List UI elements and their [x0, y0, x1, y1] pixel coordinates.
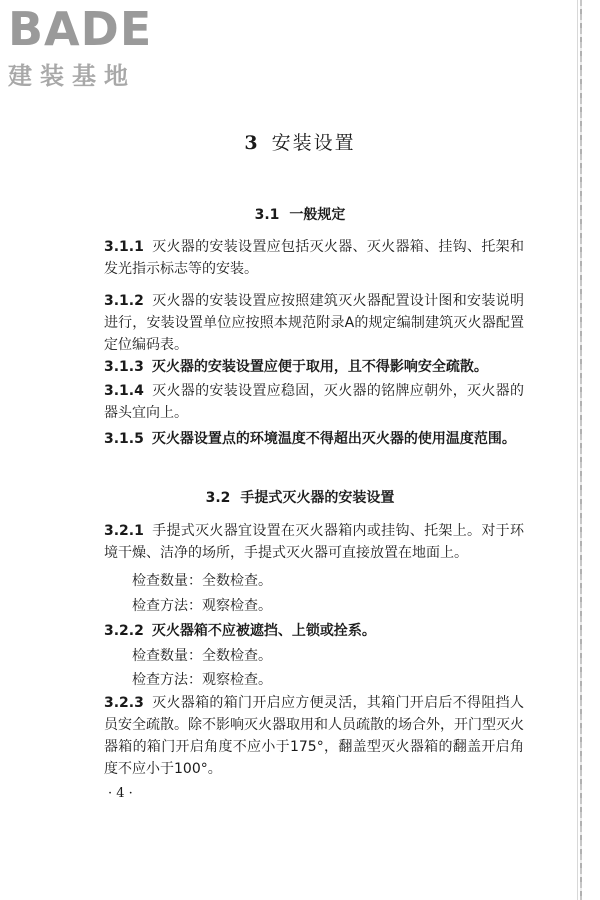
watermark-logo-text: BADE	[8, 2, 153, 56]
clause	[104, 380, 524, 424]
check-quantity: 检查数量：全数检查。	[132, 648, 272, 664]
clause-text: 灭火器的安装设置应稳固，灭火器的铭牌应朝外，灭火器的器头宜向上。	[104, 383, 524, 421]
clause-number: 3.2.1	[104, 523, 144, 539]
clause-text: 灭火器箱不应被遮挡、上锁或拴系。	[151, 623, 376, 639]
watermark-logo	[8, 4, 178, 96]
section-number: 3.2	[205, 490, 231, 506]
check-method: 检查方法：观察检查。	[132, 598, 272, 614]
clause-text: 灭火器箱的箱门开启应方便灵活，其箱门开启后不得阻挡人员安全疏散。除不影响灭火器取用和人员疏散的场合外，开门型灭火器箱的箱门开启角度不应小于175°，翻盖型灭火器箱的翻盖开启角度不应小于100°。	[104, 695, 524, 777]
section-title-text: 一般规定	[289, 207, 346, 223]
clause-text: 灭火器设置点的环境温度不得超出灭火器的使用温度范围。	[151, 431, 516, 447]
clause-number: 3.2.3	[104, 695, 144, 711]
section-number: 3.1	[254, 207, 280, 223]
clause-number: 3.2.2	[104, 623, 144, 639]
clause	[104, 290, 524, 356]
clause	[104, 692, 524, 780]
page-number: · 4 ·	[108, 786, 133, 801]
clause-number: 3.1.4	[104, 383, 144, 399]
clause-number: 3.1.1	[104, 239, 144, 255]
clause-text: 灭火器的安装设置应便于取用，且不得影响安全疏散。	[151, 359, 488, 375]
clause-text: 手提式灭火器宜设置在灭火器箱内或挂钩、托架上。对于环境干燥、洁净的场所，手提式灭火器可直接放置在地面上。	[104, 523, 524, 561]
clause-text: 灭火器的安装设置应按照建筑灭火器配置设计图和安装说明进行，安装设置单位应按照本规范附录A的规定编制建筑灭火器配置定位编码表。	[104, 293, 524, 353]
section-title	[0, 487, 600, 507]
watermark-subtitle: 建装基地	[8, 62, 136, 90]
clause-text: 灭火器的安装设置应包括灭火器、灭火器箱、挂钩、托架和发光指示标志等的安装。	[104, 239, 524, 277]
section-title-text: 手提式灭火器的安装设置	[240, 490, 395, 506]
check-method: 检查方法：观察检查。	[132, 672, 272, 688]
clause	[104, 520, 524, 564]
clause-number: 3.1.3	[104, 359, 144, 375]
clause	[104, 236, 524, 280]
clause-number: 3.1.5	[104, 431, 144, 447]
clause	[104, 428, 524, 450]
clause	[104, 356, 524, 378]
chapter-title	[0, 128, 600, 155]
chapter-title-text: 安装设置	[271, 132, 356, 154]
clause-number: 3.1.2	[104, 293, 144, 309]
section-title	[0, 204, 600, 224]
clause	[104, 620, 524, 642]
check-quantity: 检查数量：全数检查。	[132, 573, 272, 589]
chapter-number: 3	[244, 132, 260, 154]
